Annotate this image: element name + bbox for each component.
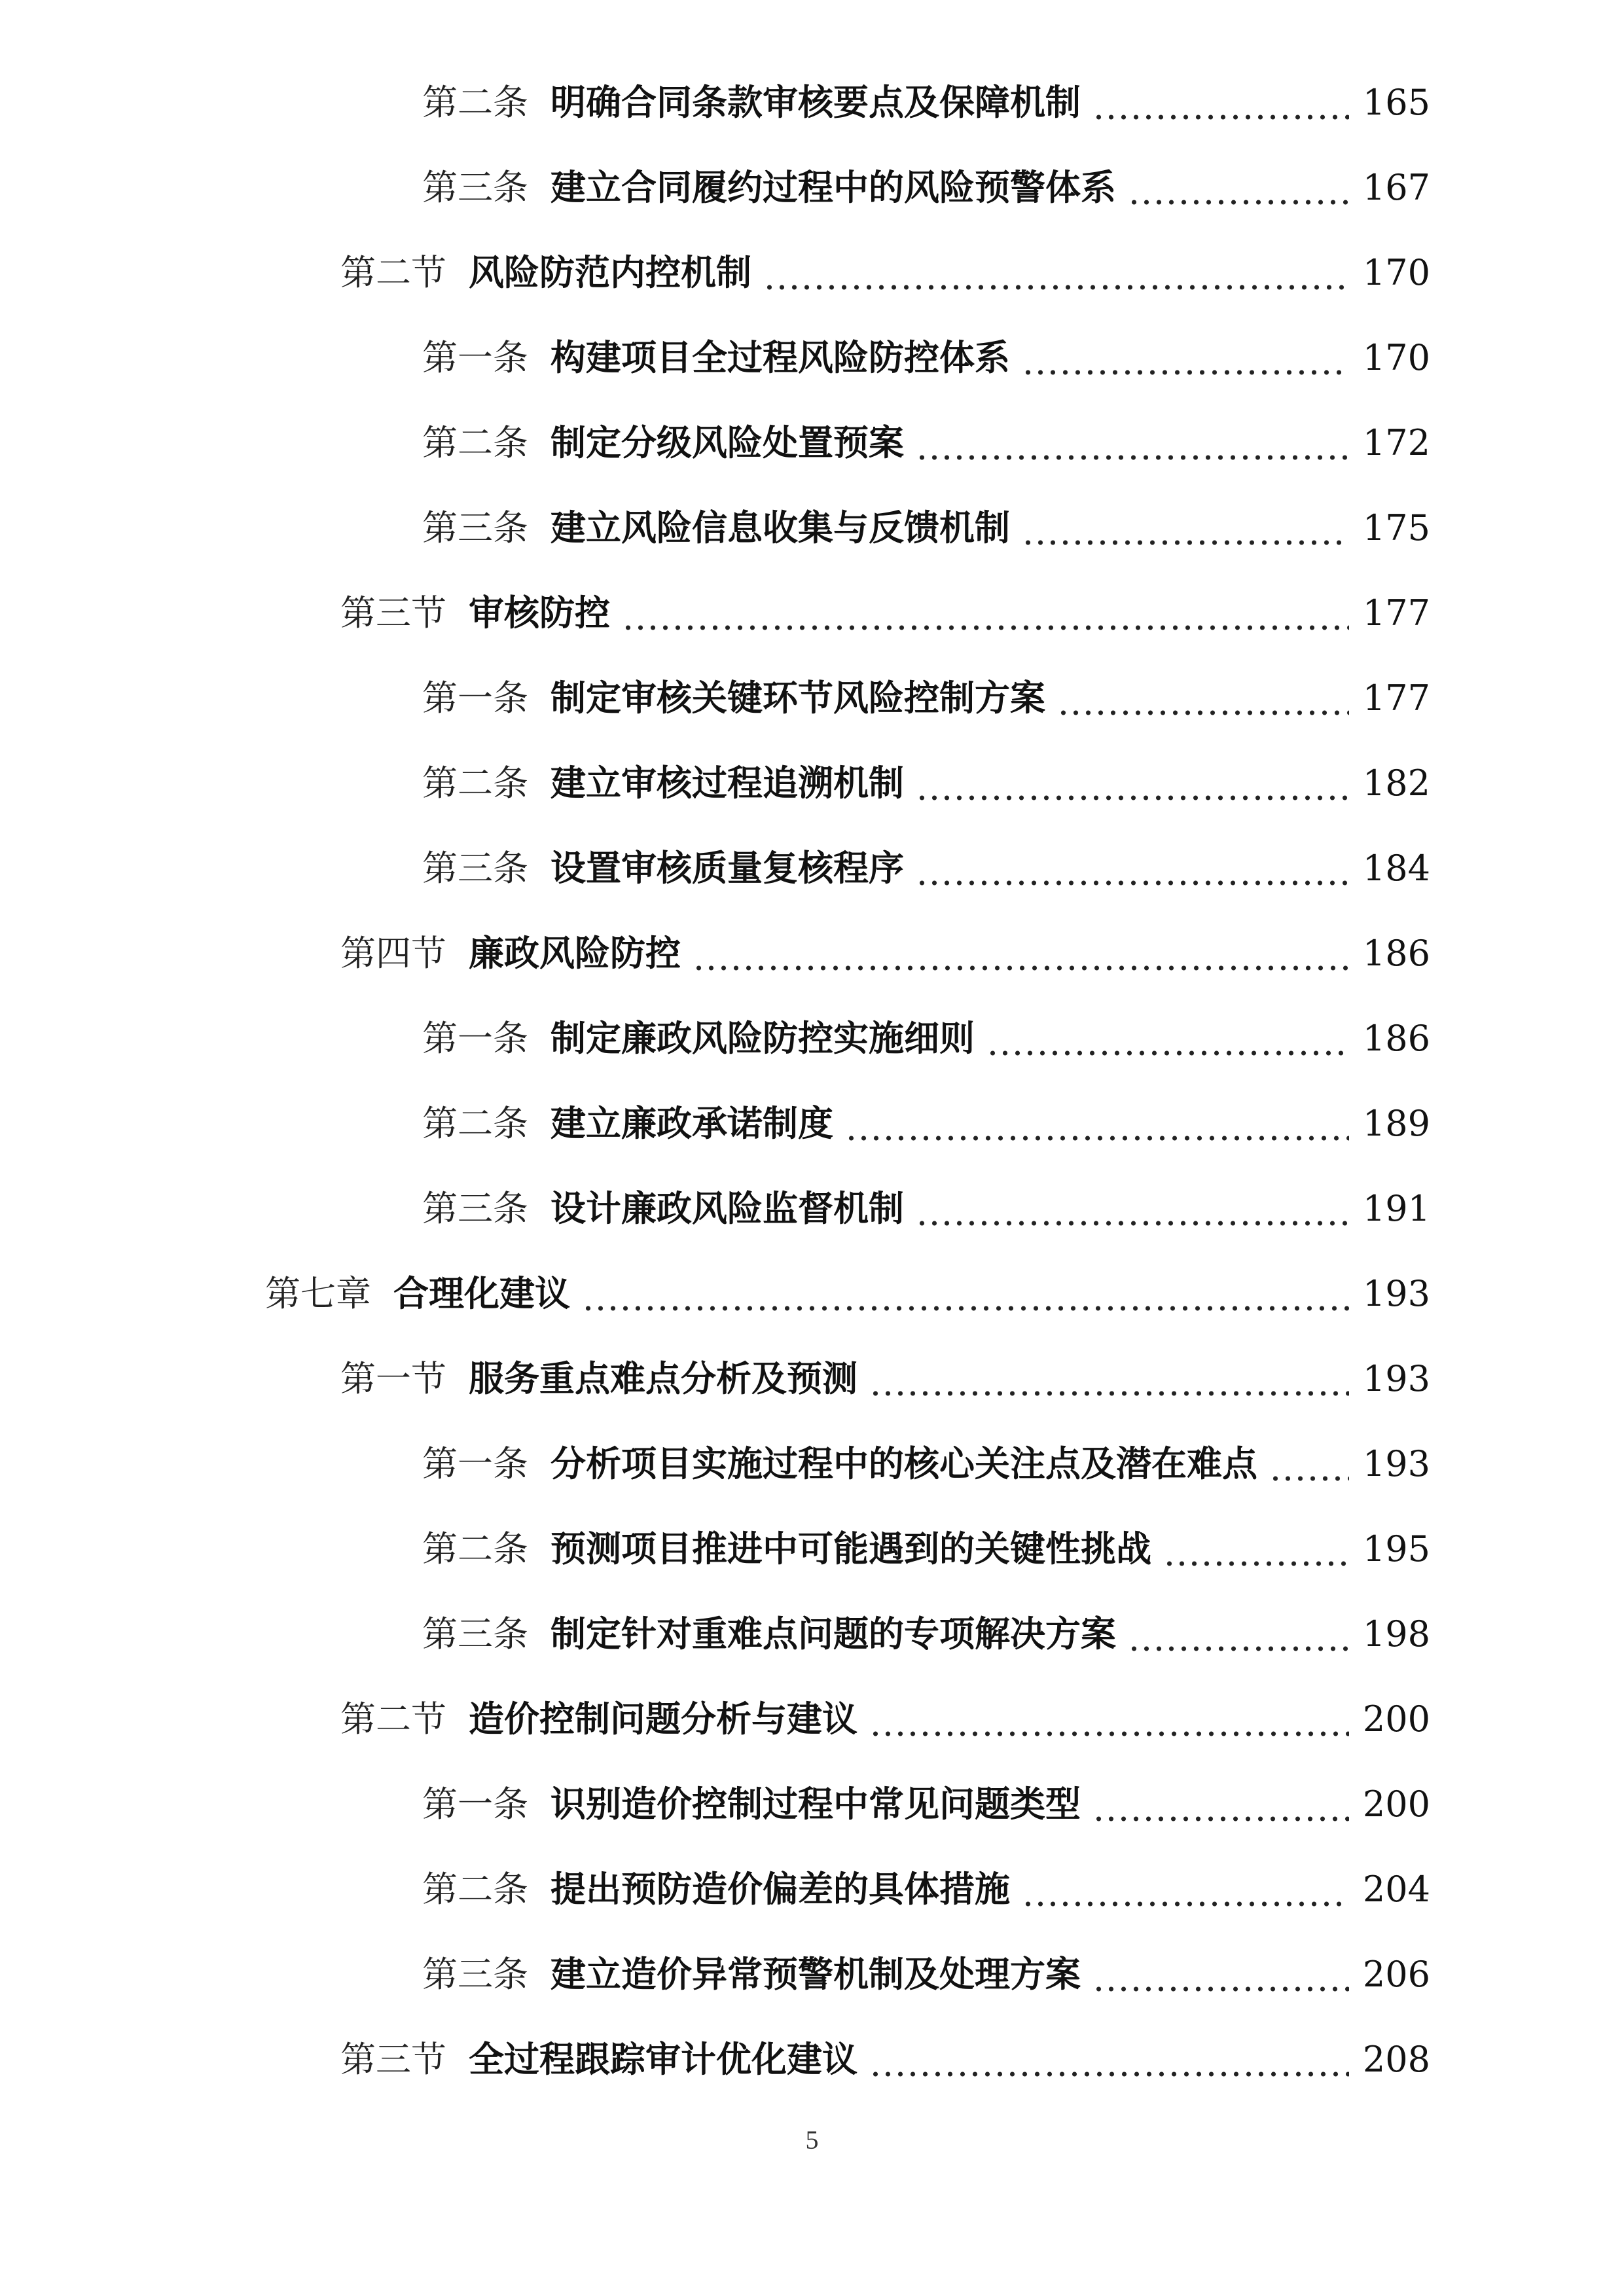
toc-entry-prefix: 第二节	[340, 1698, 446, 1740]
dot-leader	[845, 1106, 1349, 1141]
toc-entry-page-number: 198	[1362, 1613, 1430, 1655]
toc-entry-page-number: 182	[1362, 762, 1430, 804]
toc-entry[interactable]	[0, 1677, 1624, 1762]
toc-entry[interactable]	[0, 1592, 1624, 1677]
toc-entry-title: 制定分级风险处置预案	[550, 422, 904, 463]
toc-entry-prefix: 第二条	[422, 422, 528, 463]
dot-leader	[582, 1276, 1349, 1312]
toc-entry-title: 建立风险信息收集与反馈机制	[550, 507, 1010, 548]
dot-leader	[1022, 340, 1349, 376]
toc-entry-prefix: 第二条	[422, 1528, 528, 1570]
toc-entry[interactable]	[0, 315, 1624, 401]
toc-entry[interactable]	[0, 145, 1624, 230]
toc-entry-title: 审核防控	[469, 592, 610, 634]
toc-entry[interactable]	[0, 486, 1624, 571]
toc-entry[interactable]	[0, 1847, 1624, 1932]
toc-entry-page-number: 191	[1362, 1188, 1430, 1229]
toc-entry[interactable]	[0, 60, 1624, 145]
toc-entry-prefix: 第三节	[340, 592, 446, 634]
toc-entry-prefix: 第四节	[340, 933, 446, 974]
toc-entry-prefix: 第二条	[422, 82, 528, 123]
dot-leader	[916, 851, 1349, 886]
toc-entry-title: 明确合同条款审核要点及保障机制	[550, 82, 1081, 123]
toc-entry-prefix: 第三节	[340, 2039, 446, 2080]
toc-entry[interactable]	[0, 1422, 1624, 1507]
toc-entry[interactable]	[0, 741, 1624, 826]
toc-entry[interactable]	[0, 1336, 1624, 1422]
dot-leader	[1128, 170, 1349, 206]
toc-entry-page-number: 189	[1362, 1103, 1430, 1144]
toc-entry-prefix: 第一节	[340, 1358, 446, 1399]
toc-entry-title: 合理化建议	[393, 1273, 570, 1314]
toc-entry-prefix: 第一条	[422, 1018, 528, 1059]
toc-entry-page-number: 208	[1362, 2039, 1430, 2080]
toc-entry-page-number: 193	[1362, 1273, 1430, 1314]
dot-leader	[916, 425, 1349, 461]
toc-entry-title: 制定审核关键环节风险控制方案	[550, 677, 1045, 719]
toc-entry-prefix: 第二条	[422, 762, 528, 804]
dot-leader	[1022, 511, 1349, 546]
toc-entry-page-number: 193	[1362, 1358, 1430, 1399]
dot-leader	[1092, 1787, 1349, 1822]
toc-entry-prefix: 第二节	[340, 252, 446, 293]
toc-entry-page-number: 177	[1362, 592, 1430, 634]
toc-entry-page-number: 186	[1362, 933, 1430, 974]
toc-entry-title: 制定廉政风险防控实施细则	[550, 1018, 975, 1059]
toc-entry-title: 全过程跟踪审计优化建议	[469, 2039, 857, 2080]
dot-leader	[1163, 1532, 1349, 1567]
dot-leader	[1269, 1446, 1349, 1482]
toc-entry[interactable]	[0, 2017, 1624, 2102]
dot-leader	[869, 1702, 1349, 1737]
dot-leader	[693, 936, 1349, 971]
toc-entry[interactable]	[0, 826, 1624, 911]
toc-entry[interactable]	[0, 1507, 1624, 1592]
toc-entry-page-number: 165	[1362, 82, 1430, 123]
toc-entry[interactable]	[0, 996, 1624, 1081]
toc-entry-page-number: 204	[1362, 1869, 1430, 1910]
toc-entry[interactable]	[0, 230, 1624, 315]
toc-entry-page-number: 195	[1362, 1528, 1430, 1570]
toc-entry[interactable]	[0, 1166, 1624, 1251]
toc-entry-title: 造价控制问题分析与建议	[469, 1698, 857, 1740]
toc-entry-title: 分析项目实施过程中的核心关注点及潜在难点	[550, 1443, 1257, 1484]
toc-entry-title: 廉政风险防控	[469, 933, 681, 974]
toc-entry-prefix: 第三条	[422, 1954, 528, 1995]
toc-entry-prefix: 第三条	[422, 848, 528, 889]
toc-entry[interactable]	[0, 1081, 1624, 1166]
toc-entry-prefix: 第二条	[422, 1103, 528, 1144]
toc-entry-page-number: 206	[1362, 1954, 1430, 1995]
dot-leader	[622, 596, 1349, 631]
toc-entry-prefix: 第一条	[422, 677, 528, 719]
toc-entry-page-number: 200	[1362, 1698, 1430, 1740]
toc-entry-title: 设计廉政风险监督机制	[550, 1188, 904, 1229]
toc-entry[interactable]	[0, 571, 1624, 656]
dot-leader	[869, 2042, 1349, 2077]
toc-entry-prefix: 第三条	[422, 1613, 528, 1655]
toc-entry-title: 识别造价控制过程中常见问题类型	[550, 1784, 1081, 1825]
toc-entry-title: 建立廉政承诺制度	[550, 1103, 833, 1144]
toc-entry-page-number: 170	[1362, 337, 1430, 378]
toc-entry[interactable]	[0, 1251, 1624, 1336]
toc-entry-prefix: 第一条	[422, 337, 528, 378]
toc-entry-prefix: 第七章	[265, 1273, 371, 1314]
toc-entry-title: 设置审核质量复核程序	[550, 848, 904, 889]
dot-leader	[916, 766, 1349, 801]
toc-entry-prefix: 第三条	[422, 167, 528, 208]
toc-entry-title: 构建项目全过程风险防控体系	[550, 337, 1010, 378]
dot-leader	[986, 1021, 1349, 1056]
toc-entry-page-number: 167	[1362, 167, 1430, 208]
toc-entry-prefix: 第一条	[422, 1443, 528, 1484]
toc-entry-page-number: 193	[1362, 1443, 1430, 1484]
toc-entry-title: 制定针对重难点问题的专项解决方案	[550, 1613, 1116, 1655]
toc-entry-prefix: 第一条	[422, 1784, 528, 1825]
dot-leader	[1092, 1957, 1349, 1992]
dot-leader	[1057, 681, 1349, 716]
page-number-footer: 5	[805, 2125, 819, 2155]
toc-entry-title: 提出预防造价偏差的具体措施	[550, 1869, 1010, 1910]
toc-entry-page-number: 177	[1362, 677, 1430, 719]
toc-entry[interactable]	[0, 911, 1624, 996]
toc-entry-page-number: 200	[1362, 1784, 1430, 1825]
dot-leader	[1022, 1872, 1349, 1907]
toc-entry-title: 建立造价异常预警机制及处理方案	[550, 1954, 1081, 1995]
table-of-contents	[0, 60, 1624, 2102]
toc-entry-page-number: 172	[1362, 422, 1430, 463]
toc-entry-title: 服务重点难点分析及预测	[469, 1358, 857, 1399]
toc-entry[interactable]	[0, 1932, 1624, 2017]
toc-entry-title: 建立审核过程追溯机制	[550, 762, 904, 804]
toc-entry-title: 预测项目推进中可能遇到的关键性挑战	[550, 1528, 1151, 1570]
toc-entry-page-number: 184	[1362, 848, 1430, 889]
toc-entry[interactable]	[0, 401, 1624, 486]
toc-entry-prefix: 第三条	[422, 1188, 528, 1229]
toc-entry-page-number: 175	[1362, 507, 1430, 548]
dot-leader	[916, 1191, 1349, 1227]
toc-entry[interactable]	[0, 656, 1624, 741]
toc-entry-prefix: 第二条	[422, 1869, 528, 1910]
dot-leader	[763, 255, 1349, 291]
dot-leader	[1128, 1617, 1349, 1652]
toc-entry-title: 建立合同履约过程中的风险预警体系	[550, 167, 1116, 208]
toc-entry-page-number: 170	[1362, 252, 1430, 293]
toc-entry[interactable]	[0, 1762, 1624, 1847]
toc-entry-prefix: 第三条	[422, 507, 528, 548]
toc-entry-page-number: 186	[1362, 1018, 1430, 1059]
dot-leader	[869, 1361, 1349, 1397]
toc-entry-title: 风险防范内控机制	[469, 252, 751, 293]
dot-leader	[1092, 85, 1349, 120]
